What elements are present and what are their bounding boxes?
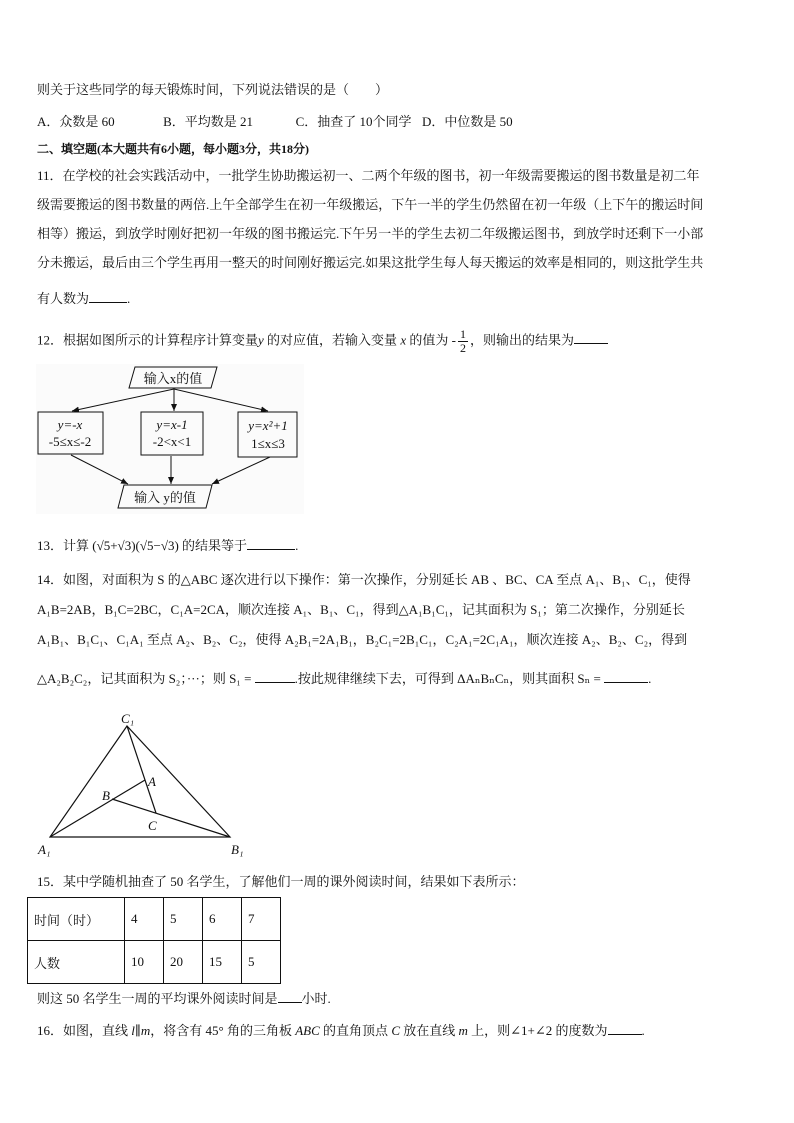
- section-title: 二、填空题(本大题共有6小题，每小题3分，共18分): [37, 142, 309, 156]
- label-b1: B₁: [231, 842, 244, 857]
- q16-stem: [37, 1022, 645, 1039]
- var-y: y: [258, 332, 264, 348]
- flow-input: 输入x的值: [143, 371, 203, 386]
- q14-line: A₁B₁、B₁C₁、C₁A₁ 至点 A₂、B₂、C₂，使得 A₂B₁=2A₁B₁，B₂C₁=2B₁C₁，C₂A₁=2C₁A₁，顺次连接 A₂、B₂、C₂，得到: [37, 632, 688, 647]
- math-abc: ABC: [295, 1023, 320, 1038]
- table-cell: 6: [203, 898, 242, 941]
- q10-stem: 则关于这些同学的每天锻炼时间，下列说法错误的是（ ）: [37, 82, 389, 97]
- q15-after: [37, 990, 331, 1007]
- var-x: x: [400, 332, 407, 348]
- label-a1: A₁: [38, 842, 51, 857]
- label-b: B: [102, 788, 110, 803]
- reading-time-table: [27, 897, 281, 984]
- q12-text: 的值为 -: [406, 332, 456, 348]
- q13-stem: [37, 537, 298, 554]
- q13-text: 的结果等于: [182, 538, 248, 553]
- q11-line: 相等）搬运，到放学时刚好把初一年级的图书搬运完.下午另一半的学生去初二年级搬运图书，到放学时还剩下一小部: [37, 226, 704, 241]
- q16-text: ，将含有 45° 角的三角板: [150, 1023, 296, 1038]
- table-cell: 4: [125, 898, 164, 941]
- numerator: 1: [459, 327, 466, 341]
- table-cell: 5: [242, 941, 281, 984]
- flow-output: 输入 y的值: [134, 490, 196, 505]
- denominator: 2: [459, 341, 466, 355]
- box2-formula: y=x-1: [156, 417, 188, 432]
- q11-line: 11．在学校的社会实践活动中，一批学生协助搬运初一、二两个年级的图书，初一年级需要搬运的图书数量是初二年: [37, 168, 700, 183]
- q14-line: 14．如图，对面积为 S 的△ABC 逐次进行以下操作：第一次操作，分别延长 AB 、BC、CA 至点 A₁、B₁、C₁，使得: [37, 572, 691, 587]
- q16-text: 16．如图，直线: [37, 1023, 132, 1038]
- q16-text: 上，则∠1+∠2 的度数为: [467, 1023, 608, 1038]
- math-lm: l∥m: [131, 1023, 151, 1038]
- q12-text: 的对应值，若输入变量: [263, 332, 401, 348]
- label-a: A: [148, 774, 156, 789]
- table-cell: 时间（时）: [28, 898, 125, 941]
- q15-stem: 15．某中学随机抽查了 50 名学生，了解他们一周的课外阅读时间，结果如下表所示：: [37, 874, 525, 889]
- table-cell: 15: [203, 941, 242, 984]
- answer-blank[interactable]: [247, 537, 295, 550]
- table-cell: 5: [164, 898, 203, 941]
- q14-text: △A₂B₂C₂，记其面积为 S₂；···；则 S₁ =: [37, 671, 252, 686]
- q13-text: 13．计算: [37, 538, 90, 553]
- answer-blank-sn[interactable]: [604, 670, 648, 683]
- table-row: [28, 941, 281, 984]
- q16-end: .: [641, 1023, 645, 1038]
- box1-formula: y=-x: [57, 417, 83, 432]
- q12-text: 12．根据如图所示的计算程序计算变量: [37, 332, 259, 348]
- box1-range: -5≤x≤-2: [48, 434, 92, 449]
- table-cell: 10: [125, 941, 164, 984]
- box2-range: -2<x<1: [152, 434, 192, 449]
- option-d: D．中位数是 50: [421, 114, 513, 129]
- answer-blank-s1[interactable]: [255, 670, 295, 683]
- table-cell: 人数: [28, 941, 125, 984]
- math-c: C: [391, 1023, 400, 1038]
- q11-line: 级需要搬运的图书数量的两倍.上午全部学生在初一年级搬运，下午一半的学生仍然留在初一年级（上下午的搬运时间: [37, 197, 704, 212]
- q11-text: 有人数为: [37, 291, 90, 306]
- math-expression: (√5+√3)(√5−√3): [92, 538, 179, 553]
- q16-text: 放在直线: [399, 1023, 459, 1038]
- triangle-figure: [50, 726, 230, 837]
- q15-text: 则这 50 名学生一周的平均课外阅读时间是: [37, 991, 278, 1006]
- table-cell: 20: [164, 941, 203, 984]
- table-row: [28, 898, 281, 941]
- box3-range: 1≤x≤3: [251, 436, 285, 451]
- option-b: B．平均数是 21: [163, 114, 254, 129]
- q14-end: .: [648, 671, 652, 686]
- q15-text: 小时.: [301, 991, 331, 1006]
- q14-text: .按此规律继续下去，可得到 ΔAₙBₙCₙ，则其面积 Sₙ =: [294, 671, 601, 686]
- label-c1: C₁: [121, 711, 135, 726]
- option-a: A．众数是 60: [37, 114, 115, 129]
- q14-line: [37, 670, 651, 687]
- math-m: m: [458, 1023, 468, 1038]
- q11-end: .: [127, 291, 131, 306]
- q16-text: 的直角顶点: [319, 1023, 392, 1038]
- table-cell: 7: [242, 898, 281, 941]
- q13-end: .: [295, 538, 299, 553]
- answer-blank[interactable]: [608, 1022, 642, 1035]
- label-c: C: [148, 818, 157, 833]
- q14-line: A₁B=2AB，B₁C=2BC，C₁A=2CA，顺次连接 A₁、B₁、C₁，得到△A₁B₁C₁，记其面积为 S₁；第二次操作，分别延长: [37, 602, 685, 617]
- box3-formula: y=x²+1: [248, 418, 288, 433]
- answer-blank[interactable]: [278, 990, 302, 1003]
- q11-line: 分未搬运，最后由三个学生再用一整天的时间刚好搬运完.如果这批学生每人每天搬运的效率是相同的，则这批学生共: [37, 255, 704, 270]
- option-c: C．抽查了 10个同学: [295, 114, 412, 129]
- q12-text: ，则输出的结果为: [469, 332, 574, 348]
